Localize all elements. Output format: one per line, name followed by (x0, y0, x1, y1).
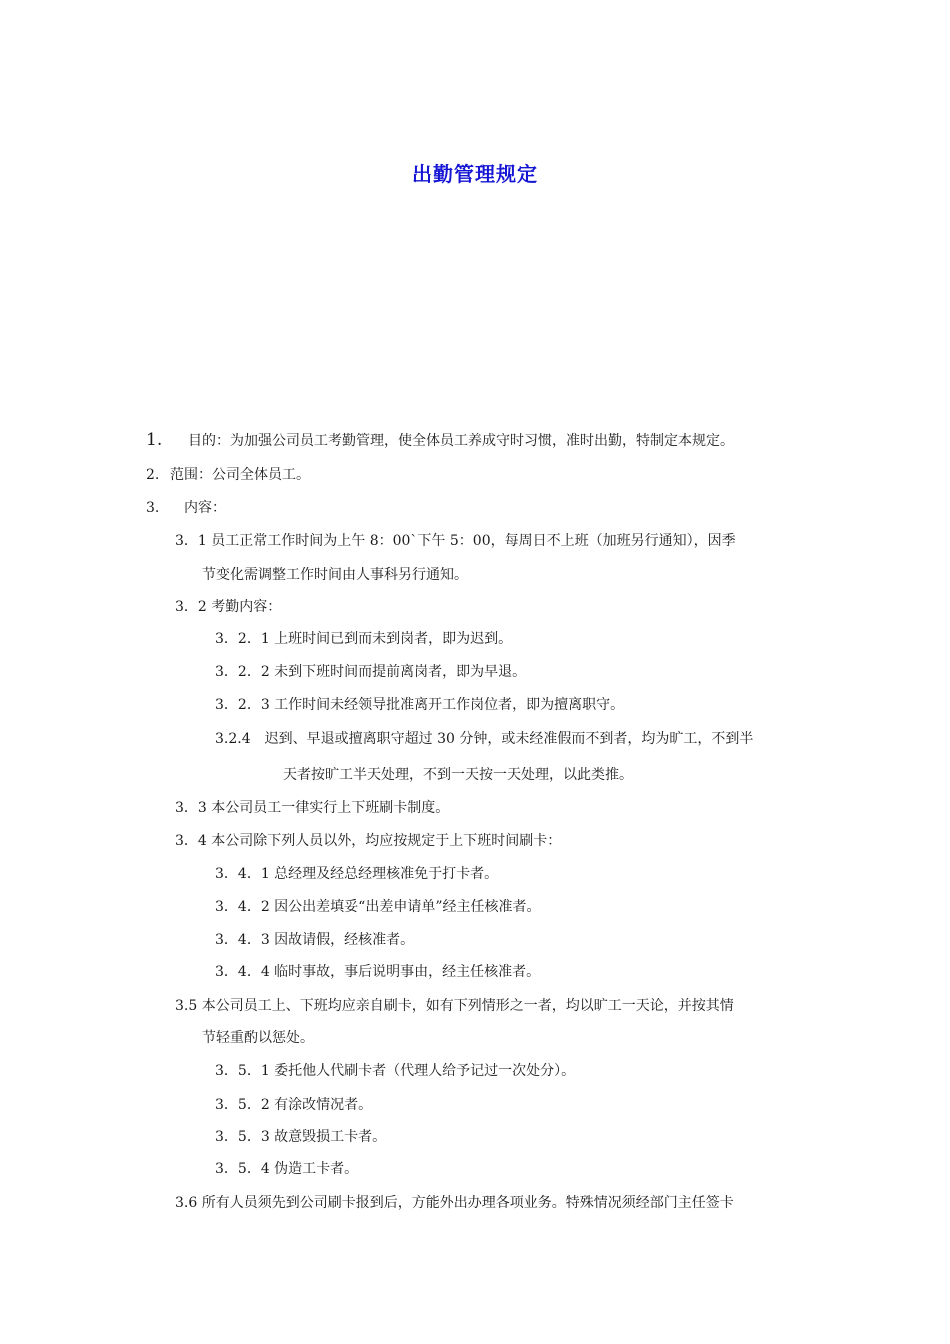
section-number: 2. (146, 467, 160, 483)
clause-3-5-2: 3．5．2 有涂改情况者。 (215, 1097, 373, 1113)
section-text: 范围：公司全体员工。 (170, 467, 310, 483)
clause-3-2-3: 3．2．3 工作时间未经领导批准离开工作岗位者，即为擅离职守。 (215, 697, 625, 713)
clause-3-5-1: 3．5．1 委托他人代刷卡者（代理人给予记过一次处分）。 (215, 1063, 576, 1079)
clause-3-2-1: 3．2．1 上班时间已到而未到岗者，即为迟到。 (215, 631, 513, 647)
clause-3-1: 3．1 员工正常工作时间为上午 8：00`下午 5：00，每周日不上班（加班另行通知），因季 (175, 533, 736, 549)
clause-3-5-cont: 节轻重酌以惩处。 (202, 1030, 314, 1046)
section-1-line (146, 431, 734, 450)
clause-3-5-4: 3．5．4 伪造工卡者。 (215, 1161, 359, 1177)
clause-3-2-2: 3．2．2 未到下班时间而提前离岗者，即为早退。 (215, 664, 527, 680)
clause-3-4: 3．4 本公司除下列人员以外，均应按规定于上下班时间刷卡： (175, 833, 562, 849)
document-title: 出勤管理规定 (412, 162, 538, 186)
clause-3-4-1: 3．4．1 总经理及经总经理核准免于打卡者。 (215, 866, 499, 882)
clause-3-3: 3．3 本公司员工一律实行上下班刷卡制度。 (175, 800, 450, 816)
clause-3-4-4: 3．4．4 临时事故，事后说明事由，经主任核准者。 (215, 964, 541, 980)
section-text: 目的：为加强公司员工考勤管理，使全体员工养成守时习惯，准时出勤，特制定本规定。 (188, 433, 734, 449)
clause-3-5-3: 3．5．3 故意毁损工卡者。 (215, 1129, 387, 1145)
clause-3-5: 3.5 本公司员工上、下班均应亲自刷卡，如有下列情形之一者，均以旷工一天论，并按其情 (175, 998, 734, 1014)
clause-3-2-4-cont: 天者按旷工半天处理，不到一天按一天处理，以此类推。 (283, 767, 633, 783)
section-3-line (146, 499, 226, 517)
clause-3-4-3: 3．4．3 因故请假，经核准者。 (215, 932, 415, 948)
section-number: 3. (146, 500, 160, 516)
clause-3-6: 3.6 所有人员须先到公司刷卡报到后，方能外出办理各项业务。特殊情况须经部门主任签卡 (175, 1195, 734, 1211)
section-number: 1. (146, 430, 163, 450)
clause-3-1-cont: 节变化需调整工作时间由人事科另行通知。 (202, 567, 468, 583)
section-text: 内容： (184, 500, 226, 516)
section-2-line (146, 466, 310, 484)
clause-3-2: 3．2 考勤内容： (175, 599, 282, 615)
clause-3-2-4: 3.2.4 迟到、早退或擅离职守超过 30 分钟，或未经准假而不到者，均为旷工，不到半 (215, 731, 754, 747)
clause-3-4-2: 3．4．2 因公出差填妥“出差申请单”经主任核准者。 (215, 899, 541, 915)
